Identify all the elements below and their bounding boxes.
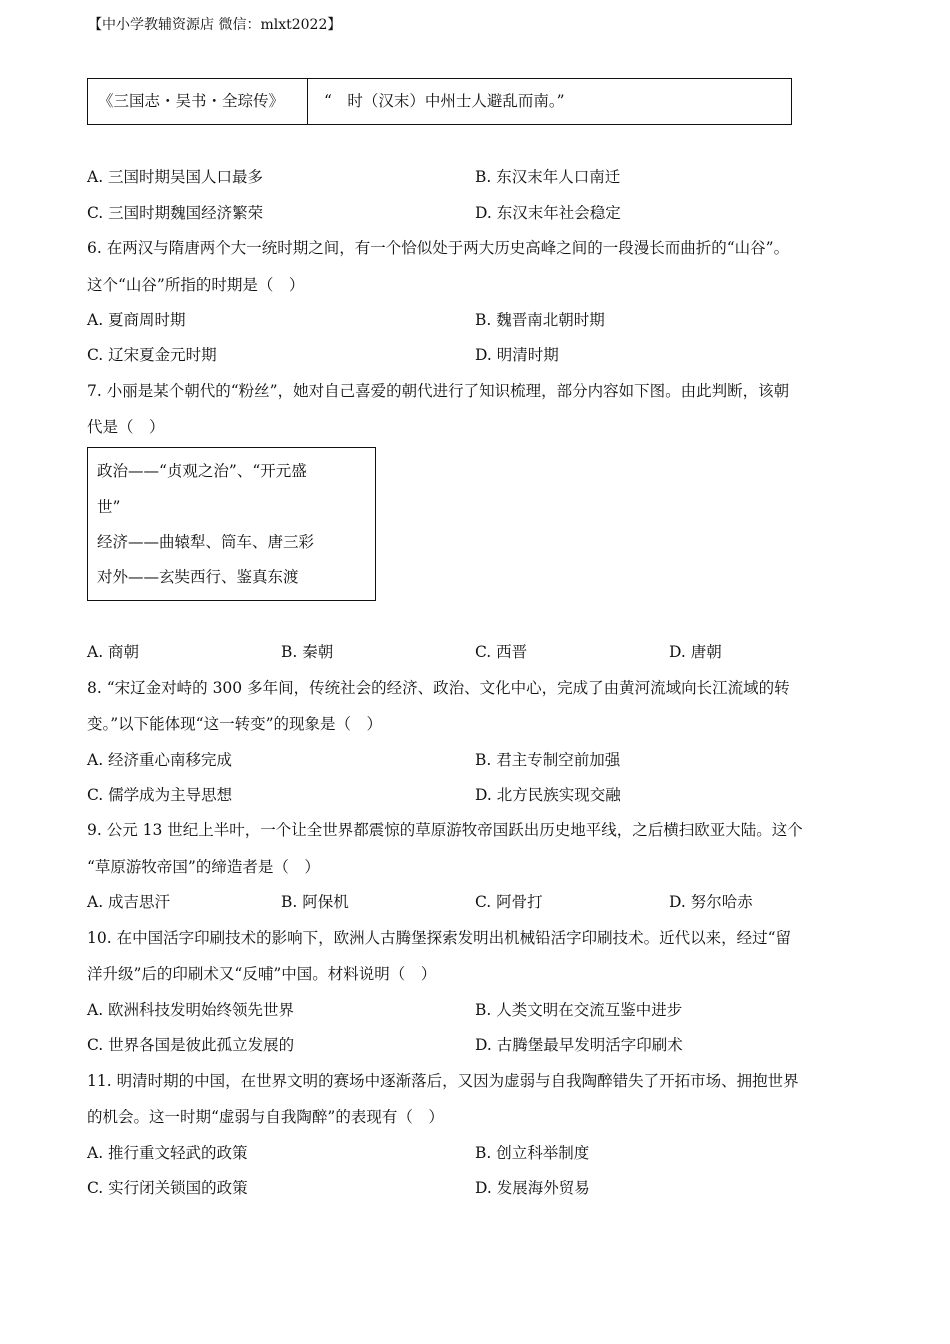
q11-option-b: B. 创立科举制度 [475, 1144, 590, 1162]
q8-option-c: C. 儒学成为主导思想 [87, 786, 233, 804]
q9-stem-line1: 9. 公元 13 世纪上半叶，一个让全世界都震惊的草原游牧帝国跃出历史地平线，之后横扫欧亚大陆。这个 [87, 821, 803, 839]
q7-option-a: A. 商朝 [87, 643, 140, 661]
q8-option-d: D. 北方民族实现交融 [475, 786, 621, 804]
q7-stem-line1: 7. 小丽是某个朝代的“粉丝”，她对自己喜爱的朝代进行了知识梳理，部分内容如下图。由此判断，该朝 [87, 382, 790, 400]
q8-option-a: A. 经济重心南移完成 [87, 751, 233, 769]
q6-option-b: B. 魏晋南北朝时期 [475, 311, 605, 329]
q11-option-a: A. 推行重文轻武的政策 [87, 1144, 248, 1162]
q6-stem-line1: 6. 在两汉与隋唐两个大一统时期之间，有一个恰似处于两大历史高峰之间的一段漫长而曲折的“山谷”。 [87, 239, 790, 257]
q10-stem-line1: 10. 在中国活字印刷技术的影响下，欧洲人古腾堡探索发明出机械铅活字印刷技术。近代以来，经过“留 [87, 929, 792, 947]
q6-stem-line2: 这个“山谷”所指的时期是（ ） [87, 276, 305, 294]
q8-stem-line1: 8. “宋辽金对峙的 300 多年间，传统社会的经济、政治、文化中心，完成了由黄河流域向长江流域的转 [87, 679, 790, 697]
q6-option-d: D. 明清时期 [475, 346, 559, 364]
q7-option-d: D. 唐朝 [669, 643, 722, 661]
q6-option-a: A. 夏商周时期 [87, 311, 186, 329]
q10-option-a: A. 欧洲科技发明始终领先世界 [87, 1001, 295, 1019]
q8-option-b: B. 君主专制空前加强 [475, 751, 621, 769]
page-header: 【中小学教辅资源店 微信：mlxt2022】 [88, 17, 342, 33]
q9-option-b: B. 阿保机 [281, 893, 349, 911]
q11-stem-line1: 11. 明清时期的中国，在世界文明的赛场中逐渐落后，又因为虚弱与自我陶醉错失了开拓市场、拥抱世界 [87, 1072, 799, 1090]
q5-option-b: B. 东汉末年人口南迁 [475, 168, 621, 186]
q9-option-c: C. 阿骨打 [475, 893, 543, 911]
q11-stem-line2: 的机会。这一时期“虚弱与自我陶醉”的表现有（ ） [87, 1108, 444, 1126]
q8-stem-line2: 变。”以下能体现“这一转变”的现象是（ ） [87, 715, 383, 733]
box-line-foreign: 对外——玄奘西行、鉴真东渡 [97, 568, 299, 586]
q9-option-d: D. 努尔哈赤 [669, 893, 753, 911]
q5-option-a: A. 三国时期吴国人口最多 [87, 168, 264, 186]
q11-option-c: C. 实行闭关锁国的政策 [87, 1179, 248, 1197]
box-line-economy: 经济——曲辕犁、筒车、唐三彩 [97, 533, 315, 551]
source-table [87, 78, 792, 125]
source-cell: 《三国志・吴书・全琮传》 [88, 79, 308, 124]
box-line-politics: 政治——“贞观之治”、“开元盛 [97, 462, 307, 480]
q5-option-d: D. 东汉末年社会稳定 [475, 204, 621, 222]
quote-cell: “ 时（汉末）中州士人避乱而南。” [324, 92, 565, 110]
q9-stem-line2: “草原游牧帝国”的缔造者是（ ） [87, 858, 320, 876]
q5-option-c: C. 三国时期魏国经济繁荣 [87, 204, 264, 222]
q7-knowledge-box [87, 447, 376, 601]
q10-stem-line2: 洋升级”后的印刷术又“反哺”中国。材料说明（ ） [87, 965, 437, 983]
q9-option-a: A. 成吉思汗 [87, 893, 171, 911]
q7-option-c: C. 西晋 [475, 643, 528, 661]
q10-option-d: D. 古腾堡最早发明活字印刷术 [475, 1036, 683, 1054]
q10-option-b: B. 人类文明在交流互鉴中进步 [475, 1001, 683, 1019]
q11-option-d: D. 发展海外贸易 [475, 1179, 590, 1197]
q7-option-b: B. 秦朝 [281, 643, 334, 661]
q10-option-c: C. 世界各国是彼此孤立发展的 [87, 1036, 295, 1054]
box-line-politics-cont: 世” [97, 498, 121, 516]
q6-option-c: C. 辽宋夏金元时期 [87, 346, 217, 364]
q7-stem-line2: 代是（ ） [87, 418, 165, 436]
